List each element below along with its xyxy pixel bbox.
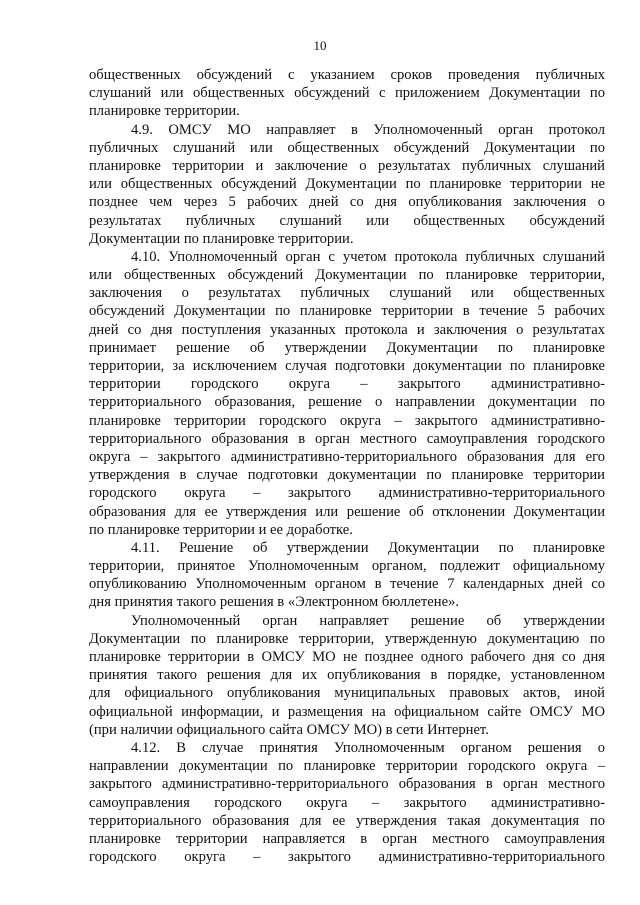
text-line: образования для ее утверждения или решение об отклонении Документации [89,503,605,520]
paragraph [89,739,605,866]
text-line: или общественных обсуждений Документации по планировке территории не [89,176,605,193]
text-line: Документации по планировке территории, утвержденную документацию по [89,630,605,647]
text-line: слушаний или общественных обсуждений с приложением Документации по [89,85,605,102]
text-line: территории, за исключением случая подготовки документации по планировке [89,358,605,374]
text-line: дня принятия такого решения в «Электронном бюллетене». [89,594,460,611]
text-line: дней со дня поступления указанных протокола и заключения о результатах [89,321,605,338]
text-line: общественных обсуждений с указанием сроков проведения публичных [89,67,605,83]
text-line: принимает решение об утверждении Документации по планировке [89,339,605,356]
text-line: или общественных обсуждений Документации по планировке территории, [89,267,605,284]
text-line: направлении документации по планировке территории городского округа – [89,758,605,775]
paragraph [89,539,605,612]
text-line: публичных слушаний или общественных обсуждений Документации по [89,139,605,156]
text-line: планировке территории городского округа – закрытого административно- [89,412,605,429]
text-line: обсуждений Документации по планировке территории в течение 5 рабочих [89,303,605,320]
text-line: для официального опубликования муниципальных правовых актов, иной [89,685,605,702]
text-line: территории городского округа – закрытого административно- [89,376,605,393]
text-line: утверждения в случае подготовки документации по планировке территории [89,467,605,484]
document-body [89,66,605,866]
text-line: территориального образования в орган местного самоуправления городского [89,430,605,447]
text-line: планировке территории в ОМСУ МО не позднее одного рабочего дня со дня [89,649,605,665]
text-line: планировке территории. [89,103,240,120]
paragraph [89,121,605,248]
text-line: по планировке территории и ее доработке. [89,521,353,538]
text-line: опубликованию Уполномоченным органом в течение 7 календарных дней со [89,576,605,593]
text-line: округа – закрытого административно-территориального образования для его [89,448,605,465]
text-line: территории, принятое Уполномоченным органом, подлежит официальному [89,558,605,575]
text-line: 4.10. Уполномоченный орган с учетом протокола публичных слушаний [131,248,605,265]
text-line: территориального образования для ее утверждения такая документация по [89,812,605,829]
text-line: результатах публичных слушаний или общественных обсуждений [89,212,605,229]
text-line: городского округа – закрытого административно-территориального [89,485,605,502]
text-line: планировке территории и заключение о результатах публичных слушаний [89,157,605,174]
paragraph [89,66,605,121]
text-line: (при наличии официального сайта ОМСУ МО) в сети Интернет. [89,721,489,738]
text-line: 4.9. ОМСУ МО направляет в Уполномоченный орган протокол [131,121,605,138]
text-line: официальной информации, и размещения на официальном сайте ОМСУ МО [89,703,605,720]
text-line: закрытого административно-территориального образования в орган местного [89,776,605,793]
text-line: территориального образования, решение о направлении документации по [89,394,605,411]
text-line: 4.11. Решение об утверждении Документации по планировке [131,539,605,556]
text-line: 4.12. В случае принятия Уполномоченным органом решения о [131,739,605,756]
paragraph [89,248,605,539]
text-line: самоуправления городского округа – закрытого административно- [89,794,605,811]
text-line: городского округа – закрытого административно-территориального [89,849,605,866]
text-line: Уполномоченный орган направляет решение об утверждении [131,612,605,629]
text-line: планировке территории направляется в орган местного самоуправления [89,830,605,847]
text-line: принятия такого решения для их опубликования в порядке, установленном [89,667,605,684]
text-line: позднее чем через 5 рабочих дней со дня опубликования заключения о [89,194,605,211]
text-line: заключения о результатах публичных слушаний или общественных [89,285,605,302]
page-number: 10 [313,38,327,53]
text-line: Документации по планировке территории. [89,230,354,247]
paragraph [89,612,605,739]
